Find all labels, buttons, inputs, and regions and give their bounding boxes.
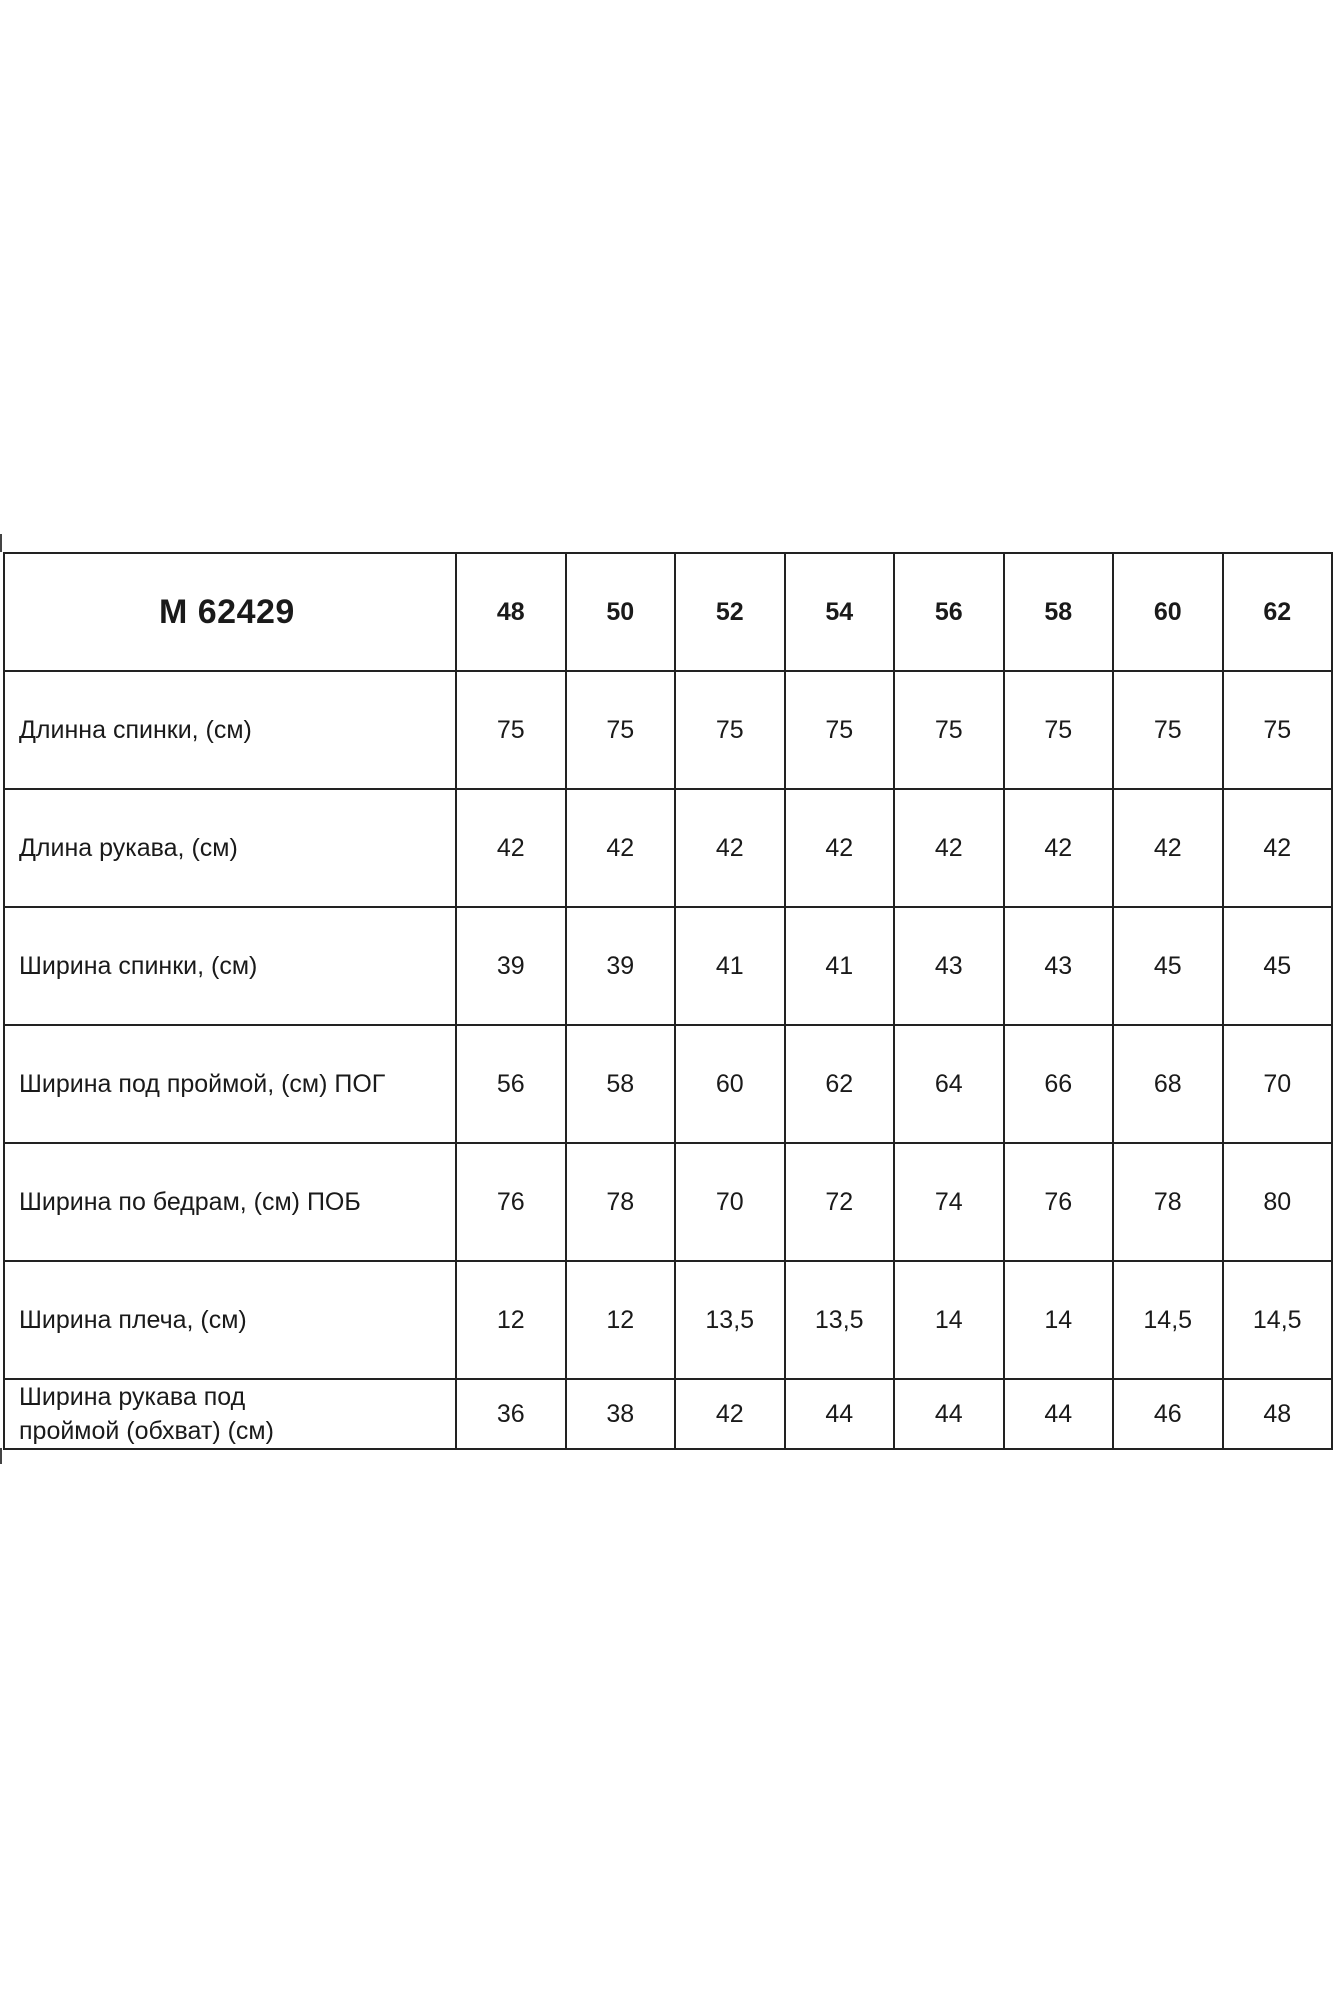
measurement-value: 39 [456,907,566,1025]
measurement-value: 75 [675,671,785,789]
measurement-value: 14,5 [1113,1261,1223,1379]
measurement-value: 48 [1223,1379,1333,1449]
measurement-value: 42 [1004,789,1114,907]
measurement-value: 38 [566,1379,676,1449]
table-row [4,671,1332,789]
measurement-value: 66 [1004,1025,1114,1143]
size-header: 58 [1004,553,1114,671]
measurement-value: 78 [1113,1143,1223,1261]
measurement-value: 44 [785,1379,895,1449]
measurement-value: 42 [456,789,566,907]
measurement-value: 76 [456,1143,566,1261]
left-edge-mark [0,1448,2,1464]
measurement-label: Ширина рукава под проймой (обхват) (см) [4,1379,456,1449]
size-header: 52 [675,553,785,671]
measurement-label: Ширина плеча, (см) [4,1261,456,1379]
measurement-value: 78 [566,1143,676,1261]
measurement-value: 36 [456,1379,566,1449]
measurement-value: 75 [1004,671,1114,789]
measurement-value: 46 [1113,1379,1223,1449]
measurement-value: 13,5 [675,1261,785,1379]
table-row [4,1379,1332,1449]
measurement-value: 14 [1004,1261,1114,1379]
measurement-value: 42 [675,789,785,907]
model-number: M 62429 [4,553,456,671]
measurement-value: 42 [675,1379,785,1449]
measurement-value: 75 [566,671,676,789]
header-row [4,553,1332,671]
measurement-value: 72 [785,1143,895,1261]
size-header: 54 [785,553,895,671]
measurement-label: Длина рукава, (см) [4,789,456,907]
measurement-value: 60 [675,1025,785,1143]
measurement-value: 75 [1223,671,1333,789]
measurement-value: 12 [566,1261,676,1379]
measurement-value: 14 [894,1261,1004,1379]
table-row [4,1143,1332,1261]
measurement-value: 43 [1004,907,1114,1025]
measurement-value: 39 [566,907,676,1025]
measurement-value: 13,5 [785,1261,895,1379]
size-header: 60 [1113,553,1223,671]
measurement-value: 41 [675,907,785,1025]
measurement-value: 42 [1113,789,1223,907]
measurement-label: Ширина под проймой, (см) ПОГ [4,1025,456,1143]
measurement-value: 41 [785,907,895,1025]
measurement-label: Ширина спинки, (см) [4,907,456,1025]
size-header: 50 [566,553,676,671]
size-header: 48 [456,553,566,671]
table-row [4,1261,1332,1379]
measurement-label: Длинна спинки, (см) [4,671,456,789]
table-row [4,907,1332,1025]
measurement-value: 44 [894,1379,1004,1449]
measurement-value: 76 [1004,1143,1114,1261]
measurement-value: 12 [456,1261,566,1379]
measurement-value: 42 [894,789,1004,907]
measurement-value: 45 [1223,907,1333,1025]
measurement-value: 75 [785,671,895,789]
measurement-value: 42 [1223,789,1333,907]
measurement-value: 42 [785,789,895,907]
measurement-value: 74 [894,1143,1004,1261]
measurement-label: Ширина по бедрам, (см) ПОБ [4,1143,456,1261]
left-edge-mark [0,534,2,552]
measurement-value: 80 [1223,1143,1333,1261]
measurement-value: 14,5 [1223,1261,1333,1379]
table-row [4,789,1332,907]
measurement-value: 43 [894,907,1004,1025]
size-chart-table [3,552,1333,1450]
measurement-value: 44 [1004,1379,1114,1449]
measurement-value: 45 [1113,907,1223,1025]
size-chart-body [4,553,1332,1449]
measurement-value: 68 [1113,1025,1223,1143]
measurement-value: 70 [675,1143,785,1261]
size-header: 62 [1223,553,1333,671]
measurement-value: 58 [566,1025,676,1143]
measurement-value: 42 [566,789,676,907]
measurement-value: 75 [456,671,566,789]
table-row [4,1025,1332,1143]
measurement-value: 70 [1223,1025,1333,1143]
measurement-value: 56 [456,1025,566,1143]
measurement-value: 64 [894,1025,1004,1143]
measurement-value: 75 [1113,671,1223,789]
measurement-value: 75 [894,671,1004,789]
measurement-value: 62 [785,1025,895,1143]
size-header: 56 [894,553,1004,671]
